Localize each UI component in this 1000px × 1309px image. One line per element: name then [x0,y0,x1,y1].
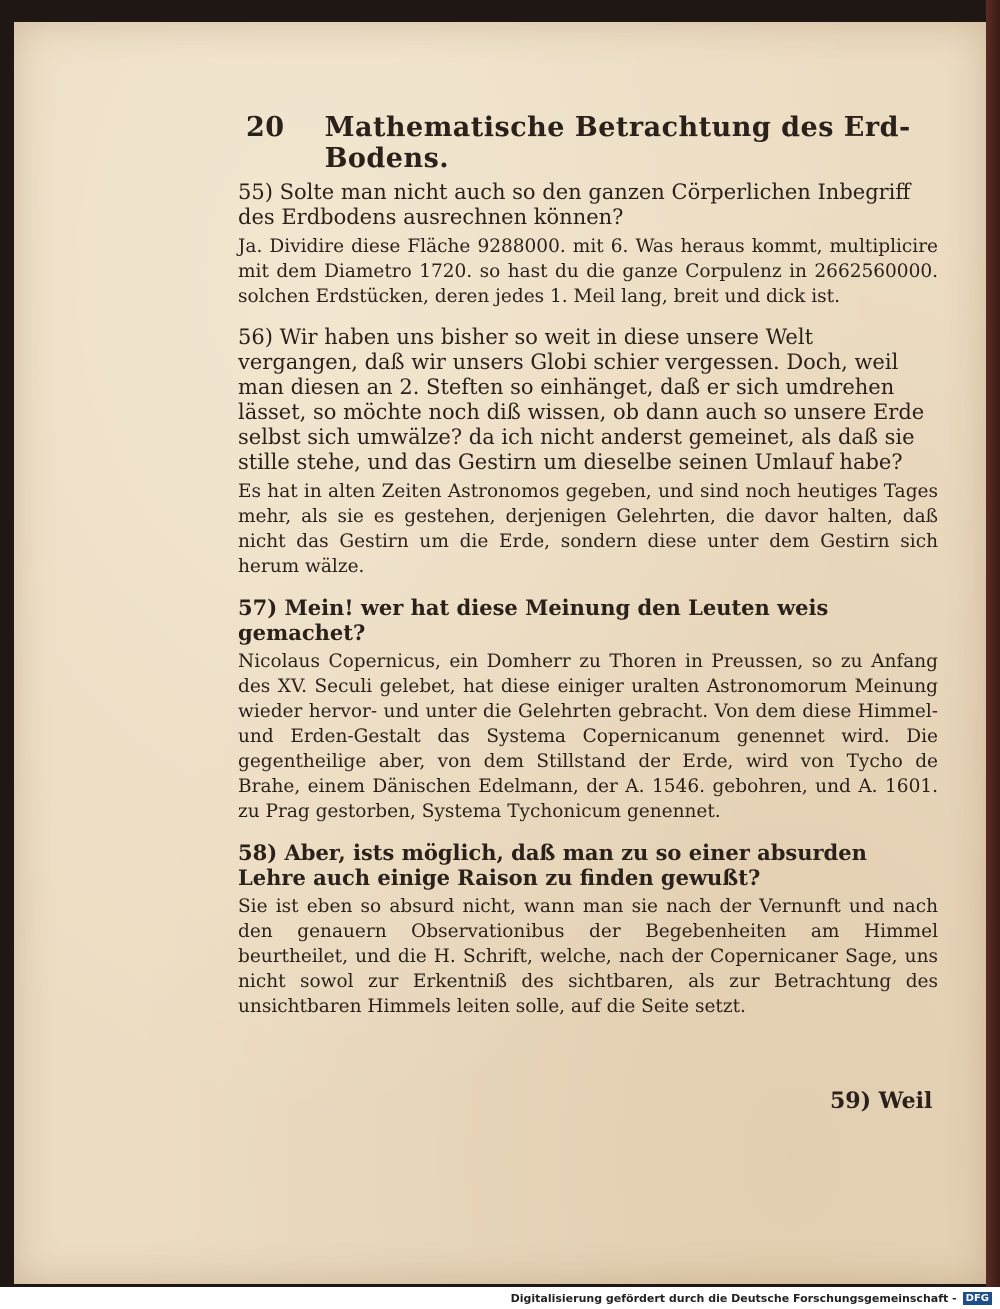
catchword: 59) Weil [830,1088,933,1114]
answer-57: Nicolaus Copernicus, ein Domherr zu Thoren in Preussen, so zu Anfang des XV. Seculi gelebet, hat diese einiger uralten Astronomorum Meinung wieder hervor- und unter die Gelehrten gebracht. Von dem diese Himmel- und Erden-Gestalt das Systema Copernicanum genennet wird. Die gegentheilige aber, von dem Stillstand der Erde, wird von Tycho de Brahe, einem Dänischen Edelmann, der A. 1546. gebohren, und A. 1601. zu Prag gestorben, Systema Tychonicum genennet. [238,651,938,822]
page-number: 20 [246,112,285,143]
question-57: 57) Mein! wer hat diese Meinung den Leuten weis gemachet? [238,595,829,645]
section-57 [238,595,938,824]
section-56 [238,325,938,579]
question-58: 58) Aber, ists möglich, daß man zu so einer absurden Lehre auch einige Raison zu finden gewußt? [238,840,867,890]
page-content [238,112,938,1019]
section-58 [238,840,938,1019]
question-56: 56) Wir haben uns bisher so weit in diese unsere Welt vergangen, daß wir unsers Globi schier vergessen. Doch, weil man diesen an 2. Steften so einhänget, daß er sich umdrehen lässet, so möchte noch diß wissen, ob dann auch so unsere Erde selbst sich umwälze? da ich nicht anderst gemeinet, als daß sie stille stehe, und das Gestirn um dieselbe seinen Umlauf habe? [238,325,925,474]
digitization-footer [0,1287,1000,1309]
section-55 [238,180,938,309]
footer-text: Digitalisierung gefördert durch die Deutsche Forschungsgemeinschaft - [510,1291,957,1305]
running-title: Mathematische Betrachtung des Erd-Bodens. [324,112,911,174]
answer-56: Es hat in alten Zeiten Astronomos gegeben, und sind noch heutiges Tages mehr, als sie es gestehen, derjenigen Gelehrten, die davor halten, daß nicht das Gestirn um die Erde, sondern diese unter dem Gestirn sich herum wälze. [238,481,938,577]
dfg-logo: DFG [963,1292,992,1305]
answer-55: Ja. Dividire diese Fläche 9288000. mit 6. Was heraus kommt, multiplicire mit dem Diametro 1720. so hast du die ganze Corpulenz in 2662560000. solchen Erdstücken, deren jedes 1. Meil lang, breit und dick ist. [238,236,938,307]
running-head [246,112,938,174]
book-spine-edge [986,0,1000,1287]
answer-58: Sie ist eben so absurd nicht, wann man sie nach der Vernunft und nach den genauern Observationibus der Begebenheiten am Himmel beurtheilet, und die H. Schrift, welche, nach der Copernicaner Sage, uns nicht sowol zur Erkentniß des sichtbaren, als zur Betrachtung des unsichtbaren Himmels leiten solle, auf die Seite setzt. [238,896,938,1017]
question-55: 55) Solte man nicht auch so den ganzen Cörperlichen Inbegriff des Erdbodens ausrechnen können? [238,180,911,229]
